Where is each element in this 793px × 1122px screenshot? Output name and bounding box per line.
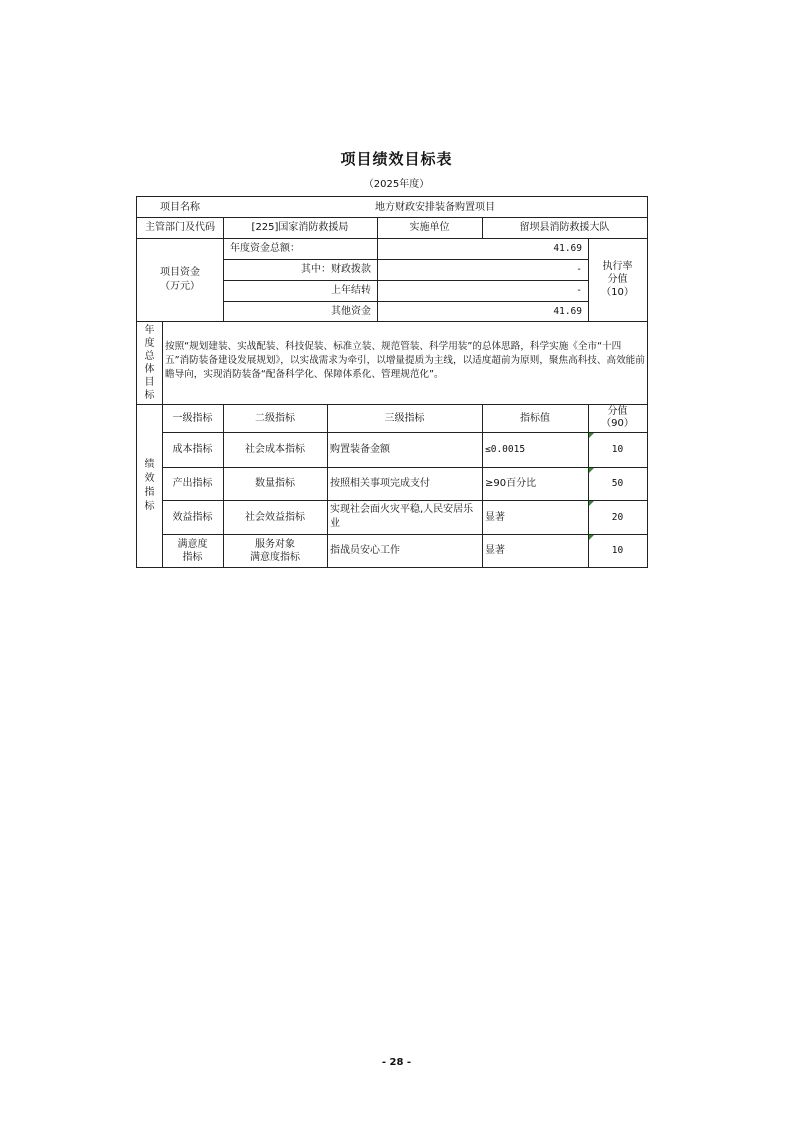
unit-label: 实施单位 xyxy=(409,222,450,233)
annual-goal-label: 年 度 总 体 目 标 xyxy=(144,324,155,401)
row-level2: 服务对象 满意度指标 xyxy=(250,538,300,563)
project-name-label: 项目名称 xyxy=(160,201,200,213)
row-level2: 数量指标 xyxy=(255,478,295,489)
row-value: ≥90百分比 xyxy=(485,478,537,489)
row-value: 显著 xyxy=(485,511,505,523)
department-value: [225]国家消防救援局 xyxy=(251,222,349,233)
row-score: 10 xyxy=(611,444,624,455)
funds-carryover-label: 上年结转 xyxy=(331,285,371,296)
funds-label: 项目资金 （万元） xyxy=(160,266,200,292)
funds-total-label: 年度资金总额： xyxy=(230,243,300,254)
row-score: 10 xyxy=(611,545,624,556)
department-label: 主管部门及代码 xyxy=(145,222,215,233)
indicators-label: 绩 效 指 标 xyxy=(144,458,155,512)
funds-carryover-value: - xyxy=(576,285,582,296)
funds-fiscal-value: - xyxy=(576,264,582,275)
funds-other-label: 其他资金 xyxy=(331,305,371,317)
performance-table xyxy=(136,196,648,568)
header-score: 分值 （90） xyxy=(601,406,634,429)
row-level1: 效益指标 xyxy=(172,511,213,523)
row-level3: 实现社会面火灾平稳,人民安居乐业 xyxy=(330,504,474,529)
cell-marker-icon xyxy=(589,501,594,506)
cell-marker-icon xyxy=(589,468,594,473)
row-level3: 购置装备金额 xyxy=(330,444,390,455)
row-level3: 按照相关事项完成支付 xyxy=(330,478,430,489)
header-level3: 三级指标 xyxy=(384,412,425,424)
row-value: ≤0.0015 xyxy=(485,444,526,455)
unit-value: 留坝县消防救援大队 xyxy=(519,222,610,233)
page-subtitle: （2025年度） xyxy=(363,179,430,190)
project-name-value: 地方财政安排装备购置项目 xyxy=(375,201,495,213)
funds-other-value: 41.69 xyxy=(553,305,582,317)
page-title: 项目绩效目标表 xyxy=(340,150,453,168)
header-level2: 二级指标 xyxy=(255,412,295,424)
row-level1: 成本指标 xyxy=(172,444,213,455)
cell-marker-icon xyxy=(589,433,594,438)
header-level1: 一级指标 xyxy=(172,412,213,424)
row-score: 20 xyxy=(611,511,624,523)
page-number: - 28 - xyxy=(381,1057,412,1068)
row-level1: 产出指标 xyxy=(172,478,213,489)
row-value: 显著 xyxy=(485,545,505,556)
row-score: 50 xyxy=(611,478,624,489)
execution-rate-label: 执行率 分值 （10） xyxy=(601,261,634,298)
row-level3: 指战员安心工作 xyxy=(330,545,400,556)
header-value: 指标值 xyxy=(520,412,550,424)
row-level2: 社会成本指标 xyxy=(245,444,305,455)
funds-total-value: 41.69 xyxy=(553,243,582,254)
funds-fiscal-label: 其中：财政拨款 xyxy=(301,264,371,275)
row-level2: 社会效益指标 xyxy=(245,511,305,523)
row-level1: 满意度 指标 xyxy=(177,538,208,563)
cell-marker-icon xyxy=(589,535,594,540)
annual-goal-text: 按照“规划建装、实战配装、科技促装、标准立装、规范管装、科学用装”的总体思路，科学实施《全市“十四五”消防装备建设发展规划》，以实战需求为牵引，以增量提质为主线，以适度超前为原则，聚焦高科技、高效能前瞻导向，实现消防装备“配备科学化、保障体系化、管理规范化”。 xyxy=(165,341,645,380)
